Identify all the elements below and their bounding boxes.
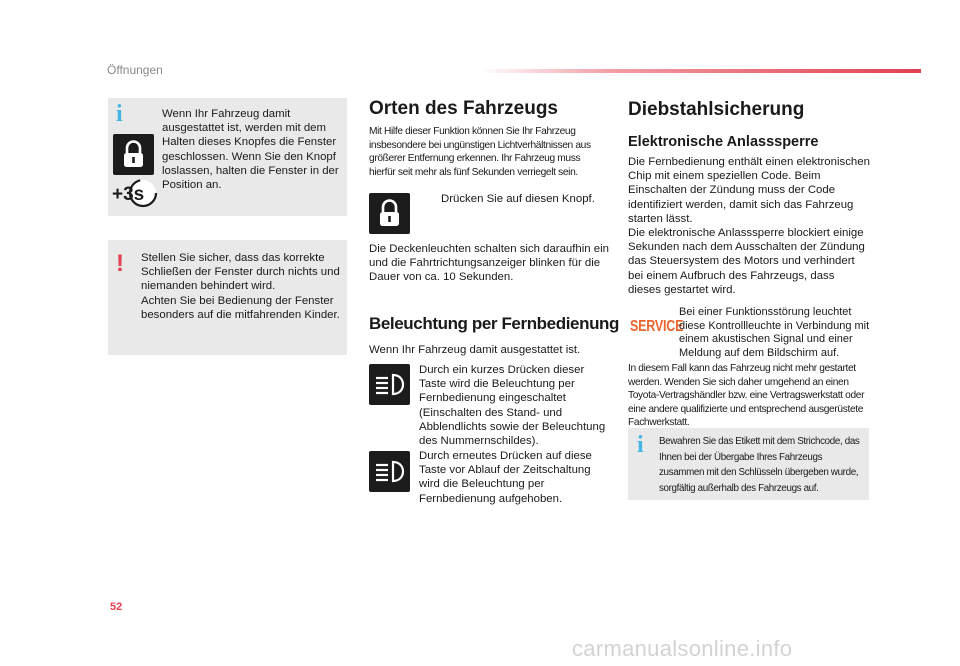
remote-lighting-title: Beleuchtung per Fernbedienung bbox=[369, 314, 620, 333]
hold-duration-text: +3s bbox=[112, 184, 145, 205]
info-icon: i bbox=[637, 432, 644, 458]
warning-text-2: Achten Sie bei Bedienung der Fenster besonders auf die mitfahrenden Kinder. bbox=[141, 294, 340, 321]
warning-icon: ! bbox=[116, 250, 124, 277]
service-followup: In diesem Fall kann das Fahrzeug nicht mehr gestartet werden. Wenden Sie sich daher umgehend an einen Toyota-Vertragshändler bzw. eine Vertragswerkstatt oder eine andere qualifizierte und entsprechend ausgerüstete Fachwerkstatt. bbox=[628, 363, 865, 429]
info-icon: i bbox=[116, 101, 123, 127]
window-close-text: Wenn Ihr Fahrzeug damit ausgestattet ist, werden mit dem Halten dieses Knopfes die Fenster geschlossen. Wenn Sie den Knopf loslassen, halten die Fenster in der Position an. bbox=[162, 108, 339, 192]
warning-text-1: Stellen Sie sicher, dass das korrekte Schließen der Fenster durch nichts und niemanden behindert wird. bbox=[141, 252, 340, 293]
locate-result: Die Deckenleuchten schalten sich daraufhin ein und die Fahrtrichtungsanzeiger blinken für die Dauer von ca. 10 Sekunden. bbox=[369, 243, 609, 284]
service-text: Bei einer Funktionsstörung leuchtet diese Kontrollleuchte in Verbindung mit einem akustischen Signal und einer Meldung auf dem Bildschirm auf. bbox=[679, 306, 870, 359]
immobiliser-subtitle: Elektronische Anlasssperre bbox=[628, 134, 819, 150]
locate-intro: Mit Hilfe dieser Funktion können Sie Ihr Fahrzeug insbesondere bei ungünstigen Lichtverhältnissen aus größerer Entfernung erkennen. Ihr Fahrzeug muss hierfür seit mehr als fünf Sekunden verriegelt sein. bbox=[369, 126, 591, 178]
remote-lighting-step-1: Durch ein kurzes Drücken dieser Taste wird die Beleuchtung per Fernbedienung eingeschaltet (Einschalten des Stand- und Abblendlichts sowie der Beleuchtung des Nummernschildes). bbox=[419, 364, 606, 448]
barcode-label-text: Bewahren Sie das Etikett mit dem Strichcode, das Ihnen bei der Übergabe Ihres Fahrzeugs zusammen mit den Schlüsseln übergeben wurde, sorgfältig außerhalb des Fahrzeugs auf. bbox=[659, 436, 860, 494]
locate-title: Orten des Fahrzeugs bbox=[369, 98, 558, 119]
page-number: 52 bbox=[110, 601, 123, 613]
section-title: Öffnungen bbox=[107, 63, 163, 77]
watermark: carmanualsonline.info bbox=[572, 636, 793, 661]
antitheft-title: Diebstahlsicherung bbox=[628, 99, 805, 120]
service-warning-icon: SERVICE bbox=[630, 317, 684, 335]
remote-lighting-step-2: Durch erneutes Drücken auf diese Taste vor Ablauf der Zeitschaltung wird die Beleuchtung per Fernbedienung aufgehoben. bbox=[419, 450, 592, 505]
headlight-button-icon bbox=[369, 451, 410, 492]
immobiliser-paragraph-1: Die Fernbedienung enthält einen elektronischen Chip mit einem speziellen Code. Beim Einschalten der Zündung muss der Code identifiziert werden, damit sich das Fahrzeug starten lässt. bbox=[628, 156, 870, 225]
warning-text bbox=[141, 251, 343, 322]
locate-step: Drücken Sie auf diesen Knopf. bbox=[441, 193, 595, 205]
lock-button-icon bbox=[113, 134, 154, 175]
header-rule bbox=[480, 69, 921, 73]
hold-duration-label bbox=[110, 178, 158, 208]
immobiliser-paragraph-2: Die elektronische Anlasssperre blockiert einige Sekunden nach dem Ausschalten der Zündung das Steuersystem des Motors und verhindert bei einem Aufbruch des Fahrzeugs, dass dieses gestartet wird. bbox=[628, 227, 865, 296]
remote-lighting-intro: Wenn Ihr Fahrzeug damit ausgestattet ist. bbox=[369, 344, 581, 356]
headlight-button-icon bbox=[369, 364, 410, 405]
immobiliser-text bbox=[628, 155, 870, 297]
lock-button-icon bbox=[369, 193, 410, 234]
